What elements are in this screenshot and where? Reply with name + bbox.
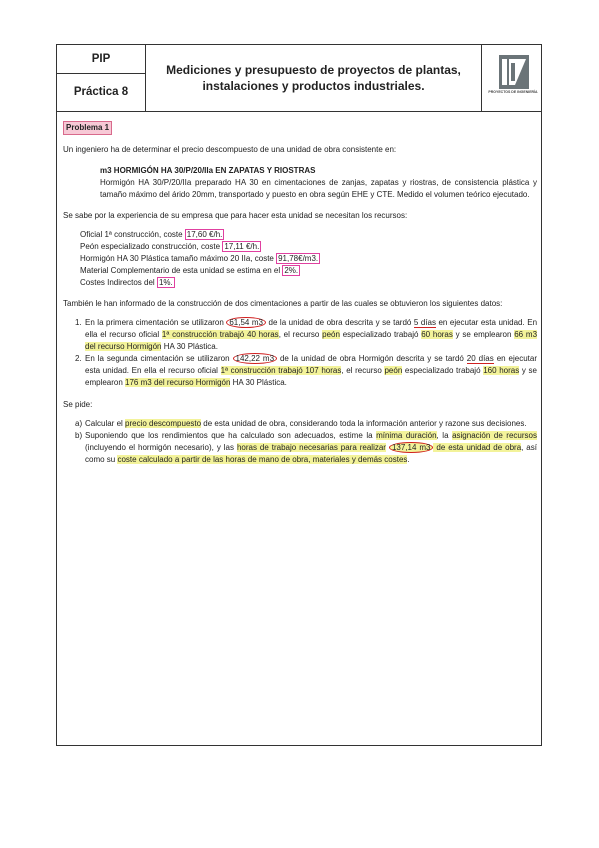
unit-description: Hormigón HA 30/P/20/IIa preparado HA 30 en cimentaciones de zanjas, zapatas y riostras, de consistencia plástica y tamaño máximo del árido 20mm, transportado y puesto en obra según EHE y CTE. Medido el volumen teórico ejecutado. [100,178,537,199]
course-code: PIP [57,45,145,74]
header-table [57,45,541,112]
question-item: b) Suponiendo que los rendimientos que ha calculado son adecuados, estime la mínima duración, la asignación de recursos (incluyendo el hormigón necesario), y las horas de trabajo necesarias para realizar 137,14 m3 de esta unidad de obra, así como su coste calculado a partir de las horas de mano de obra, materiales y demás costes. [75,431,537,464]
list-item: 2. En la segunda cimentación se utilizaron 142,22 m3 de la unidad de obra Hormigón descrita y se tardó 20 días en ejecutar esta unidad. En ella el recurso oficial 1ª construcción trabajó 107 horas, el recurso peón especializado trabajó 160 horas y se emplearon 176 m3 del recurso Hormigón HA 30 Plástica. [75,354,538,387]
document-page [56,44,542,746]
resource-value: 91,78€/m3. [278,254,319,263]
underlined-days: 5 días [413,318,436,327]
circled-volume: 137,14 m3 [389,442,434,453]
intro-text: Un ingeniero ha de determinar el precio descompuesto de una unidad de obra consistente en: [63,145,397,154]
document-body [63,121,537,466]
list-item: 1. En la primera cimentación se utilizaron 61,54 m3 de la unidad de obra descrita y se tardó 5 días en ejecutar esta unidad. En ella el recurso oficial 1ª construcción trabajó 40 horas, el recurso peón especializado trabajó 60 horas y se emplearon 66 m3 del recurso Hormigón HA 30 Plástica. [75,318,538,351]
resource-line: Peón especializado construcción, coste 17,11 €/h. [80,242,260,251]
resource-line: Hormigón HA 30 Plástica tamaño máximo 20 IIa, coste 91,78€/m3. [80,254,319,263]
logo-caption: PROYECTOS DE INGENIERÍA [488,90,538,94]
practice-number: Práctica 8 [73,86,129,98]
header-logo-cell [483,45,541,111]
ask-label: Se pide: [63,400,93,409]
foundation-list [63,317,537,389]
department-logo [499,55,529,89]
question-item: a) Calcular el precio descompuesto de esta unidad de obra, considerando toda la información anterior y razone sus decisiones. [75,419,527,428]
resource-value: 1%. [158,278,173,287]
underlined-days: 20 días [466,354,494,363]
resource-line: Costes Indirectos del 1%. [80,278,173,287]
unit-title: m3 HORMIGÓN HA 30/P/20/IIa EN ZAPATAS Y RIOSTRAS [100,166,316,175]
resources-intro: Se sabe por la experiencia de su empresa que para hacer esta unidad se necesitan los recursos: [63,211,408,220]
data-intro: También le han informado de la construcción de dos cimentaciones a partir de las cuales se obtuvieron los siguientes datos: [63,299,503,308]
problem-label: Problema 1 [63,121,112,135]
resource-line: Material Complementario de esta unidad se estima en el 2%. [80,266,299,275]
resource-line: Oficial 1ª construcción, coste 17,60 €/h. [80,230,223,239]
questions-list [63,418,537,466]
resource-value: 17,60 €/h. [186,230,223,239]
circled-volume: 61,54 m3 [226,317,266,328]
header-left-cell [57,45,146,111]
resource-value: 2%. [284,266,299,275]
circled-volume: 142,22 m3 [233,353,278,364]
document-title: Mediciones y presupuesto de proyectos de plantas, instalaciones y productos industriales. [146,45,482,111]
resource-value: 17,11 €/h. [224,242,260,251]
